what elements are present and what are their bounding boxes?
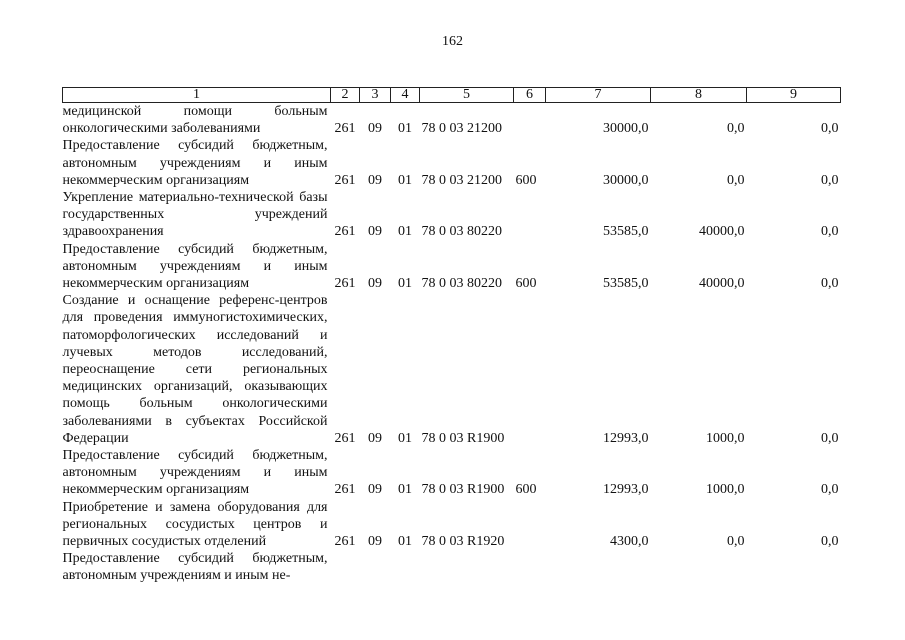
row-code-5 <box>420 550 514 584</box>
row-code-2: 261 <box>334 534 356 550</box>
table-header-row <box>63 88 841 103</box>
row-amount-9 <box>747 550 841 584</box>
row-code-2: 261 <box>334 172 356 188</box>
column-header-4: 4 <box>391 88 420 103</box>
row-code-2 <box>331 550 360 584</box>
table-row <box>63 447 841 499</box>
row-amount-7: 53585,0 <box>603 224 649 240</box>
row-amount-9: 0,0 <box>821 121 839 137</box>
column-header-5: 5 <box>420 88 514 103</box>
row-code-4: 01 <box>398 224 412 240</box>
column-header-1: 1 <box>63 88 331 103</box>
budget-table <box>62 87 841 585</box>
row-code-6: 600 <box>515 482 537 498</box>
row-code-2: 261 <box>334 121 356 137</box>
row-amount-7: 30000,0 <box>603 172 649 188</box>
row-code-6 <box>514 550 546 584</box>
row-amount-9: 0,0 <box>821 276 839 292</box>
row-code-6: 600 <box>515 172 537 188</box>
row-code-6 <box>514 292 546 447</box>
row-amount-8: 0,0 <box>727 121 745 137</box>
row-amount-8: 40000,0 <box>699 224 745 240</box>
row-name: Предоставление субсидий бюджетным, автономным учреждениям и иным некоммерческим организациям <box>62 448 328 498</box>
row-amount-8: 0,0 <box>727 534 745 550</box>
row-code-2: 261 <box>334 276 356 292</box>
table-row <box>63 103 841 138</box>
row-code-5: 78 0 03 21200 <box>421 172 502 188</box>
row-code-6 <box>514 189 546 241</box>
row-amount-9: 0,0 <box>821 534 839 550</box>
row-name: Предоставление субсидий бюджетным, автономным учреждениям и иным не- <box>62 551 328 584</box>
row-code-3: 09 <box>368 430 382 446</box>
row-code-4: 01 <box>398 172 412 188</box>
column-header-6: 6 <box>514 88 546 103</box>
row-name: Приобретение и замена оборудования для региональных сосудистых центров и первичных сосудистых отделений <box>62 499 328 550</box>
row-code-4 <box>391 550 420 584</box>
page-number: 162 <box>442 34 463 49</box>
row-amount-7 <box>546 550 651 584</box>
row-name: Создание и оснащение референс-центров для проведения иммуногистохимических, патоморфологических исследований и лучевых методов исследований, переоснащение сети региональных медицинских организаций, оказывающих помощь больным онкологическими заболеваниями в субъектах Российской Федерации <box>62 293 328 446</box>
row-amount-7: 53585,0 <box>603 276 649 292</box>
row-amount-9: 0,0 <box>821 172 839 188</box>
row-name: Предоставление субсидий бюджетным, автономным учреждениям и иным некоммерческим организациям <box>62 138 328 188</box>
row-amount-7: 4300,0 <box>610 534 649 550</box>
row-code-5: 78 0 03 R1900 <box>421 430 505 446</box>
row-code-3 <box>360 550 391 584</box>
column-header-9: 9 <box>747 88 841 103</box>
table-row <box>63 550 841 584</box>
row-name: Укрепление материально-технической базы государственных учреждений здравоохранения <box>62 190 328 240</box>
row-code-2: 261 <box>334 224 356 240</box>
column-header-3: 3 <box>360 88 391 103</box>
row-amount-9: 0,0 <box>821 224 839 240</box>
row-code-3: 09 <box>368 224 382 240</box>
row-code-4: 01 <box>398 482 412 498</box>
column-header-2: 2 <box>331 88 360 103</box>
row-amount-7: 12993,0 <box>603 482 649 498</box>
table-row <box>63 189 841 241</box>
row-code-3: 09 <box>368 482 382 498</box>
row-code-3: 09 <box>368 121 382 137</box>
row-amount-8: 0,0 <box>727 172 745 188</box>
column-header-7: 7 <box>546 88 651 103</box>
row-code-4: 01 <box>398 534 412 550</box>
table-row <box>63 292 841 447</box>
row-amount-9: 0,0 <box>821 482 839 498</box>
row-amount-7: 30000,0 <box>603 121 649 137</box>
row-name: медицинской помощи больным онкологическими заболеваниями <box>62 104 328 137</box>
row-amount-9: 0,0 <box>821 430 839 446</box>
row-code-4: 01 <box>398 121 412 137</box>
row-code-5: 78 0 03 R1900 <box>421 482 505 498</box>
row-code-6: 600 <box>515 276 537 292</box>
row-amount-7: 12993,0 <box>603 430 649 446</box>
row-code-6 <box>514 103 546 138</box>
row-code-6 <box>514 499 546 551</box>
row-code-5: 78 0 03 80220 <box>421 224 502 240</box>
row-amount-8 <box>651 550 747 584</box>
row-code-3: 09 <box>368 172 382 188</box>
row-code-3: 09 <box>368 276 382 292</box>
row-code-4: 01 <box>398 430 412 446</box>
row-amount-8: 1000,0 <box>706 482 745 498</box>
column-header-8: 8 <box>651 88 747 103</box>
row-amount-8: 1000,0 <box>706 430 745 446</box>
table-row <box>63 499 841 551</box>
table-row <box>63 137 841 189</box>
row-code-5: 78 0 03 80220 <box>421 276 502 292</box>
row-code-5: 78 0 03 21200 <box>421 121 502 137</box>
row-code-5: 78 0 03 R1920 <box>421 534 505 550</box>
row-code-3: 09 <box>368 534 382 550</box>
row-code-2: 261 <box>334 430 356 446</box>
row-code-4: 01 <box>398 276 412 292</box>
row-name: Предоставление субсидий бюджетным, автономным учреждениям и иным некоммерческим организациям <box>62 241 328 292</box>
row-amount-8: 40000,0 <box>699 276 745 292</box>
table-row <box>63 241 841 293</box>
row-code-2: 261 <box>334 482 356 498</box>
